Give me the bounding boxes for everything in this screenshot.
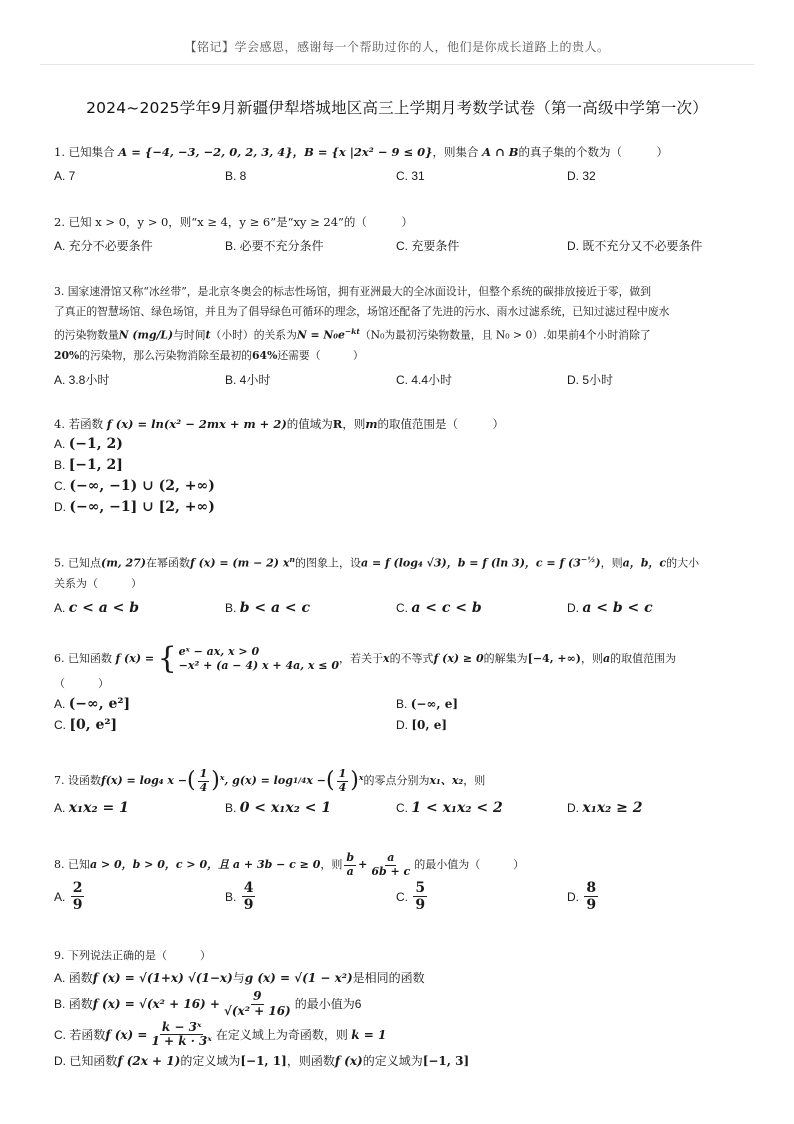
brace-icon: { [157,641,177,676]
option-value: a < b < c [582,599,653,616]
option-value: x₁x₂ ≥ 2 [582,800,643,817]
question-6-stem [54,641,744,676]
math-intersection: A ∩ B [482,145,519,159]
option-label: D. [567,889,579,904]
option-a[interactable] [54,694,396,715]
option-c[interactable] [396,880,567,913]
option-label: C. [396,801,408,816]
stem-text: ，则集合 [432,145,479,159]
math-formula: N = N₀e [296,328,345,342]
option-b[interactable]: B. 必要不充分条件 [225,239,324,253]
math-n: N (mg/L) [118,328,174,342]
question-3-options [54,370,744,390]
paren-open: ( [326,768,335,794]
option-c[interactable] [396,598,567,618]
math-zeros: x₁、x₂ [429,774,464,788]
math-f: f (x) = √(x² + 16) + [92,997,220,1012]
stem-text: 的不等式 [389,652,434,665]
option-a[interactable]: A. 3.8小时 [54,372,110,387]
stem-text: 设函数 [68,774,101,788]
option-a[interactable] [54,434,744,455]
option-value: (−∞, −1] ∪ [2, +∞) [69,499,215,515]
math-condition: a > 0，b > 0，c > 0，且 a + 3b − c ≥ 0 [90,858,321,872]
fraction-quarter [198,768,210,794]
case-1: eˣ − ax, x > 0 [178,645,260,658]
denominator: a [346,864,354,878]
stem-text: ，则 [463,774,486,788]
denominator: 1 + k · 3ˣ [151,1034,212,1049]
question-4-options [54,434,744,518]
stem-text: 的大小 [666,556,700,570]
numerator: 9 [253,989,262,1003]
math-exponent: x [358,773,364,782]
math-g: , g(x) = log [224,774,293,788]
option-value: 1 < x₁x₂ < 2 [411,800,503,817]
question-3-line-3 [54,322,744,346]
option-fraction [242,880,256,913]
option-value: (−∞, −1) ∪ (2, +∞) [69,478,215,494]
math-log-base: 1/4 [292,776,307,786]
option-d[interactable] [54,1051,744,1071]
option-text: 已知函数 [69,1054,118,1069]
math-f: f(x) = log₄ x − [101,774,188,788]
option-fraction [71,880,85,913]
numerator: 8 [586,880,597,897]
math-x: x [383,652,390,665]
option-c[interactable] [54,476,744,497]
fraction-quarter [337,768,349,794]
numerator: 2 [72,880,83,897]
math-exponent: −kt [344,327,360,336]
paren-open: ( [187,768,196,794]
stem-text: ，则 [600,556,623,570]
stem-text: （小时）的关系为 [210,328,297,342]
option-d[interactable] [567,880,738,913]
math-function: f (x) = [115,652,155,665]
option-a[interactable] [54,880,225,913]
option-d[interactable]: D. 5小时 [567,372,614,387]
option-d[interactable] [54,497,744,518]
stem-text: 已知 x > 0，y > 0，则“x ≥ 4，y ≥ 6”是“xy ≥ 24”的（ ） [68,215,413,229]
option-label: B. [396,697,408,711]
option-value: x₁x₂ = 1 [68,800,129,817]
option-label: B. [54,458,66,472]
stem-text: 若函数 [68,417,104,431]
stem-text: （N₀为最初污染物数量，且 N₀ > 0）.如果前4个小时消除了 [359,328,651,342]
option-label: D. [567,801,579,816]
option-c[interactable]: C. 4.4小时 [396,372,453,387]
option-value: [0, e²] [69,717,118,733]
option-text: 是相同的函数 [352,971,425,985]
option-label: C. [396,600,408,615]
option-b[interactable]: B. 4小时 [225,372,271,387]
question-6-options [54,694,744,736]
option-text: 的定义域为 [180,1054,241,1069]
math-reals: R [332,417,343,431]
numerator: b [346,851,355,864]
option-label: A. [54,889,66,904]
option-b[interactable] [396,694,736,715]
question-6 [54,641,744,736]
math-k: k = 1 [351,1027,387,1042]
numerator: 5 [415,880,426,897]
option-text: 函数 [68,997,93,1012]
option-a[interactable] [54,798,225,818]
question-3 [54,282,744,390]
option-label: C. [54,718,66,732]
question-6-line-2: （ ） [54,677,109,690]
stem-text: 的真子集的个数为（ ） [518,145,668,159]
document-title: 2024~2025学年9月新疆伊犁塔城地区高三上学期月考数学试卷（第一高级中学第一次） [86,99,708,117]
option-value: (−∞, e] [410,697,459,711]
option-a[interactable] [54,598,225,618]
fraction [222,990,293,1019]
question-5-options [54,598,744,618]
question-number: 7. [54,774,65,788]
option-label: A. [54,697,66,711]
denominator: 9 [72,897,83,914]
option-label: D. [54,1054,66,1069]
question-7 [54,768,744,818]
question-2-stem [54,212,744,232]
stem-text: 已知点 [68,556,101,570]
math-exponent: n [289,555,295,564]
option-label: B. [225,889,237,904]
math-m: m [365,417,378,431]
option-text: 函数 [68,971,93,985]
option-value: a < c < b [411,599,482,616]
option-c[interactable] [54,1021,744,1050]
option-value: 0 < x₁x₂ < 1 [239,800,332,817]
fraction [149,1021,213,1050]
option-d[interactable] [567,598,738,618]
option-text: 的定义域为 [362,1054,423,1069]
stem-text: ，则 [342,417,366,431]
math-f: f (2x + 1) [117,1054,181,1069]
question-3-line-1 [54,282,744,302]
case-2: −x² + (a − 4) x + 4a, x ≤ 0 [178,659,339,672]
stem-text: 的污染物数量 [54,328,119,342]
numerator: 1 [199,767,208,780]
question-8-options [54,880,744,913]
numerator: k − 3ˣ [161,1019,202,1034]
option-label: C. [54,1027,66,1042]
math-exponent: −½ [580,555,596,564]
question-9-stem [54,946,744,966]
option-text: 在定义域上为奇函数，则 [215,1027,348,1042]
stem-text: 的零点分别为 [363,774,430,788]
math-power-function: f (x) = (m − 2) x [190,556,290,570]
question-1-stem [54,142,744,162]
option-text: 与 [232,971,245,985]
math-percent: 20% [54,348,80,362]
numerator: 1 [338,767,347,780]
option-text: 若函数 [69,1027,106,1042]
option-label: A. [54,600,66,615]
math-interval: [−1, 3] [422,1054,470,1069]
math-f: f (x) [334,1054,363,1069]
question-number: 8. [54,858,65,872]
piecewise [157,641,339,676]
stem-text: 的图象上，设 [294,556,361,570]
math-g-tail: x − [306,774,327,788]
option-label: B. [225,801,237,816]
denominator: 6b + c [371,864,411,878]
option-c[interactable] [54,715,396,736]
math-sets: A = {−4, −3, −2, 0, 2, 3, 4}，B = {x |2x² − 9 ≤ 0} [118,145,433,159]
question-9 [54,946,744,1071]
stem-text: 还需要（ ） [277,348,364,362]
option-value: c < a < b [68,599,140,616]
piecewise-cases [179,645,339,673]
math-set: [−4, +∞) [527,652,581,665]
math-a: a = f (log₄ √3) [360,556,447,570]
question-5-stem [54,550,744,574]
option-text: 的最小值为6 [294,997,362,1012]
math-interval: [−1, 1] [240,1054,287,1069]
math-b-c: ，b = f (ln 3)，c = f (3 [446,556,581,570]
option-value: b < a < c [239,599,311,616]
math-a: a [602,652,611,665]
option-a[interactable] [54,968,744,988]
option-b[interactable] [225,598,396,618]
denominator: 9 [243,897,254,914]
fraction-b-over-a [344,852,356,878]
stem-text: ，则 [580,652,603,665]
plus-sign: + [358,858,368,872]
stem-text: 下列说法正确的是（ ） [68,949,211,962]
denominator: 9 [415,897,426,914]
option-d[interactable]: D. 既不充分又不必要条件 [567,239,703,253]
stem-text: 与时间 [173,328,206,342]
stem-text: 的取值范围是（ ） [377,417,504,431]
question-4 [54,414,744,518]
option-b[interactable] [225,880,396,913]
question-2-options [54,236,744,256]
stem-text: 已知 [68,858,90,872]
numerator: 4 [243,880,254,897]
math-paren: ) [595,556,601,570]
option-label: B. [54,997,66,1012]
question-5-line-2: 关系为（ ） [54,576,142,590]
fraction-a-over-6b-plus-c [369,852,412,878]
stem-text: 的最小值为（ ） [414,858,525,872]
header-divider [40,64,754,65]
math-t: t [205,328,211,342]
question-number: 3. [54,285,65,298]
option-fraction [584,880,598,913]
option-a[interactable]: A. 7 [54,169,76,183]
option-d[interactable] [567,798,738,818]
question-8 [54,852,744,913]
question-7-options [54,798,744,818]
paren-close: ) [211,768,220,794]
paren-close: ) [350,768,359,794]
option-b[interactable] [225,798,396,818]
option-label: A. [54,971,66,985]
option-value: [−1, 2] [68,457,123,473]
question-1 [54,142,744,186]
stem-text: 的值域为 [286,417,333,431]
numerator: a [387,851,395,864]
option-a[interactable]: A. 充分不必要条件 [54,239,153,253]
option-b[interactable]: B. 8 [225,169,247,183]
denominator: 9 [586,897,597,914]
option-b[interactable] [54,455,744,476]
question-number: 6. [54,652,65,665]
question-2 [54,212,744,256]
stem-text: ，若关于 [339,652,383,665]
option-label: A. [54,437,66,451]
question-4-stem [54,414,744,434]
option-b[interactable] [54,990,744,1019]
option-value: (−∞, e²] [68,696,131,712]
question-3-line-2: 了真正的智慧场馆、绿色场馆，并且为了倡导绿色可循环的理念，场馆还配备了先进的污水、雨水过滤系统，已知过滤过程中废水 [54,305,670,318]
question-1-options [54,166,744,186]
question-5 [54,550,744,618]
question-3-line-4 [54,346,744,366]
stem-text: 已知集合 [68,145,115,159]
option-value: (−1, 2) [68,436,123,452]
option-label: D. [567,600,579,615]
option-c[interactable]: C. 充要条件 [396,239,460,253]
math-percent: 64% [252,348,278,362]
stem-text: 的解集为 [483,652,528,665]
option-label: C. [54,479,66,493]
option-label: D. [396,718,408,732]
stem-text: 的污染物，那么污染物消除至最初的 [79,348,253,362]
question-number: 9. [54,949,65,962]
option-label: A. [54,801,66,816]
question-7-stem [54,768,744,794]
math-inequality: f (x) ≥ 0 [433,652,484,665]
question-number: 1. [54,145,65,159]
denominator: √(x² + 16) [223,1003,291,1018]
stem-text: 的取值范围为 [610,652,677,665]
option-label: C. [396,889,408,904]
denominator: 4 [199,780,208,794]
math-point: (m, 27) [101,556,147,570]
option-label: B. [225,600,237,615]
option-text: ，则函数 [286,1054,335,1069]
question-number: 5. [54,556,65,570]
header-motto: 【铭记】学会感恩，感谢每一个帮助过你的人，他们是你成长道路上的贵人。 [184,40,610,54]
math-abc: a，b，c [622,556,667,570]
math-f: f (x) = √(1+x) √(1−x) [92,971,233,985]
stem-text: 国家速滑馆又称“冰丝带”，是北京冬奥会的标志性场馆，拥有亚洲最大的全冰面设计，但整个系统的碳排放接近于零，做到 [67,285,652,298]
math-f: f (x) = [105,1027,148,1042]
option-label: D. [54,500,66,514]
math-function: f (x) = ln(x² − 2mx + m + 2) [106,417,287,431]
stem-text: 在幂函数 [146,556,191,570]
option-value: [0, e] [411,718,448,732]
question-8-stem [54,852,744,878]
question-number: 2. [54,215,65,229]
math-exponent: x [219,773,225,782]
option-c[interactable] [396,798,567,818]
option-c[interactable]: C. 31 [396,169,425,183]
denominator: 4 [338,780,347,794]
option-d[interactable] [396,715,736,736]
option-fraction [413,880,427,913]
stem-text: ，则 [320,858,343,872]
option-d[interactable]: D. 32 [567,169,596,183]
stem-text: 已知函数 [68,652,112,665]
math-g: g (x) = √(1 − x²) [244,971,353,985]
question-number: 4. [54,417,65,431]
